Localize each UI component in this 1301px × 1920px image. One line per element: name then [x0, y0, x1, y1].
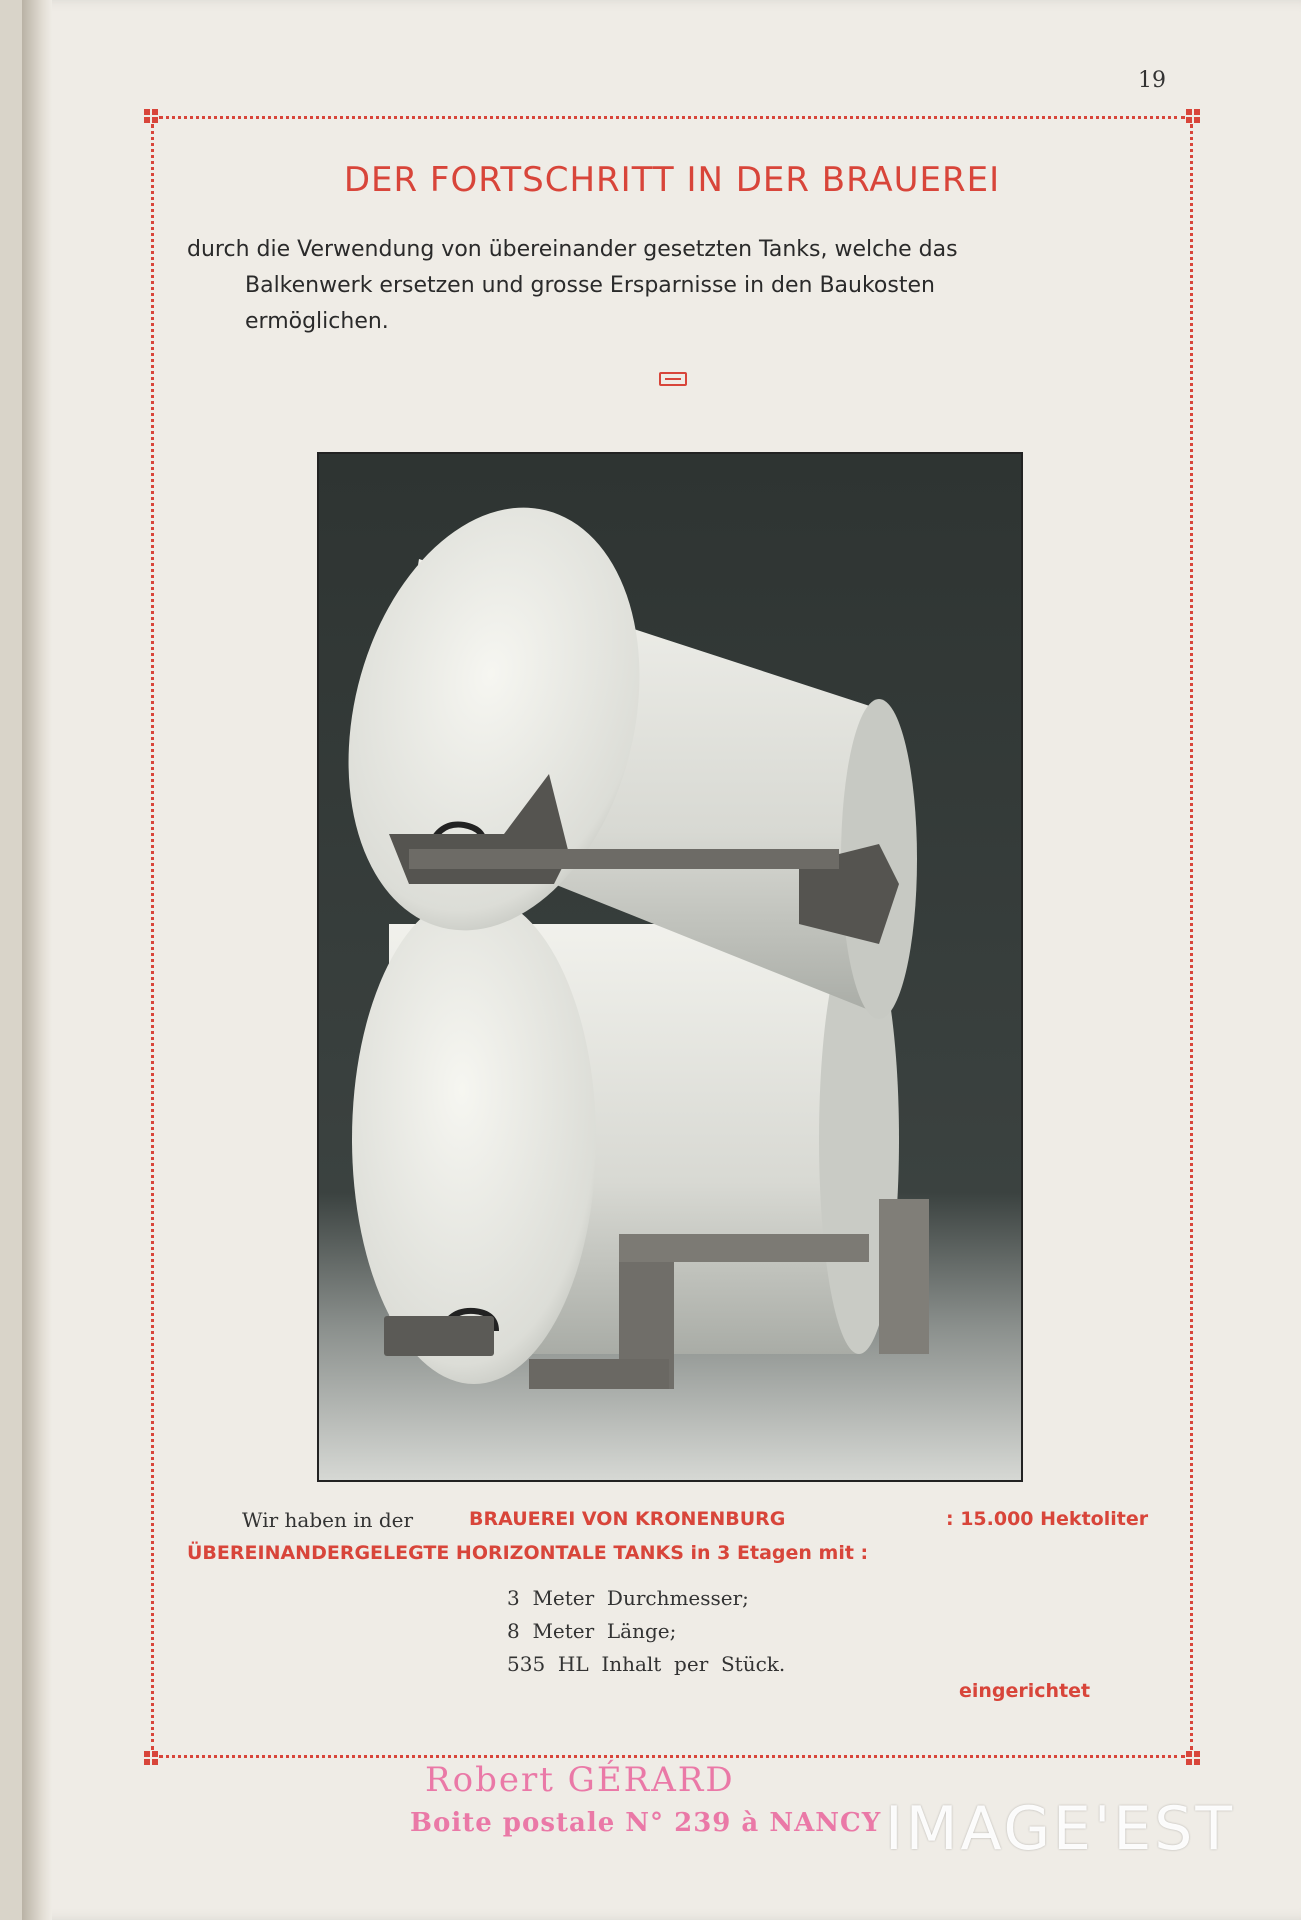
- spec-length: 8 Meter Länge;: [507, 1619, 677, 1643]
- frame-corner-ornament: [144, 1751, 158, 1765]
- frame-border-right: [1190, 124, 1193, 1750]
- stamp-name: Robert GÉRARD: [425, 1760, 735, 1800]
- caption-intro: Wir haben in der: [242, 1508, 414, 1532]
- tank-specifications: [507, 1582, 785, 1681]
- spec-capacity: 535 HL Inhalt per Stück.: [507, 1652, 786, 1676]
- brochure-page: [22, 0, 1301, 1920]
- frame-corner-ornament: [1186, 1751, 1200, 1765]
- tanks-photograph: [317, 452, 1023, 1482]
- frame-border-top: [159, 116, 1185, 119]
- subtitle-line-3: ermöglichen.: [245, 309, 389, 334]
- spec-diameter: 3 Meter Durchmesser;: [507, 1586, 749, 1610]
- subtitle: [187, 232, 1157, 340]
- tanks-photograph-illustration: [319, 454, 1021, 1480]
- subtitle-line-1: durch die Verwendung von übereinander gesetzten Tanks, welche das: [187, 237, 958, 262]
- page-binding-shadow: [22, 0, 52, 1920]
- decorative-frame: [147, 112, 1197, 1762]
- frame-corner-ornament: [144, 109, 158, 123]
- frame-corner-ornament: [1186, 109, 1200, 123]
- subtitle-line-2: Balkenwerk ersetzen und grosse Ersparnisse in den Baukosten: [245, 273, 935, 298]
- page-title: DER FORTSCHRITT IN DER BRAUEREI: [343, 160, 1001, 200]
- brewery-name: BRAUEREI VON KRONENBURG: [469, 1508, 786, 1530]
- frame-border-left: [151, 124, 154, 1750]
- frame-border-bottom: [159, 1755, 1185, 1758]
- page-number: 19: [1138, 68, 1166, 93]
- brewery-capacity: : 15.000 Hektoliter: [946, 1508, 1149, 1530]
- ornament-icon: [659, 372, 687, 386]
- watermark: IMAGE'EST: [885, 1794, 1235, 1864]
- stamp-address: Boite postale N° 239 à NANCY: [410, 1808, 882, 1838]
- caption-line-1: [242, 1508, 431, 1532]
- caption-line-2: ÜBEREINANDERGELEGTE HORIZONTALE TANKS in 3 Etagen mit :: [187, 1542, 869, 1564]
- caption-installed: eingerichtet: [959, 1680, 1091, 1702]
